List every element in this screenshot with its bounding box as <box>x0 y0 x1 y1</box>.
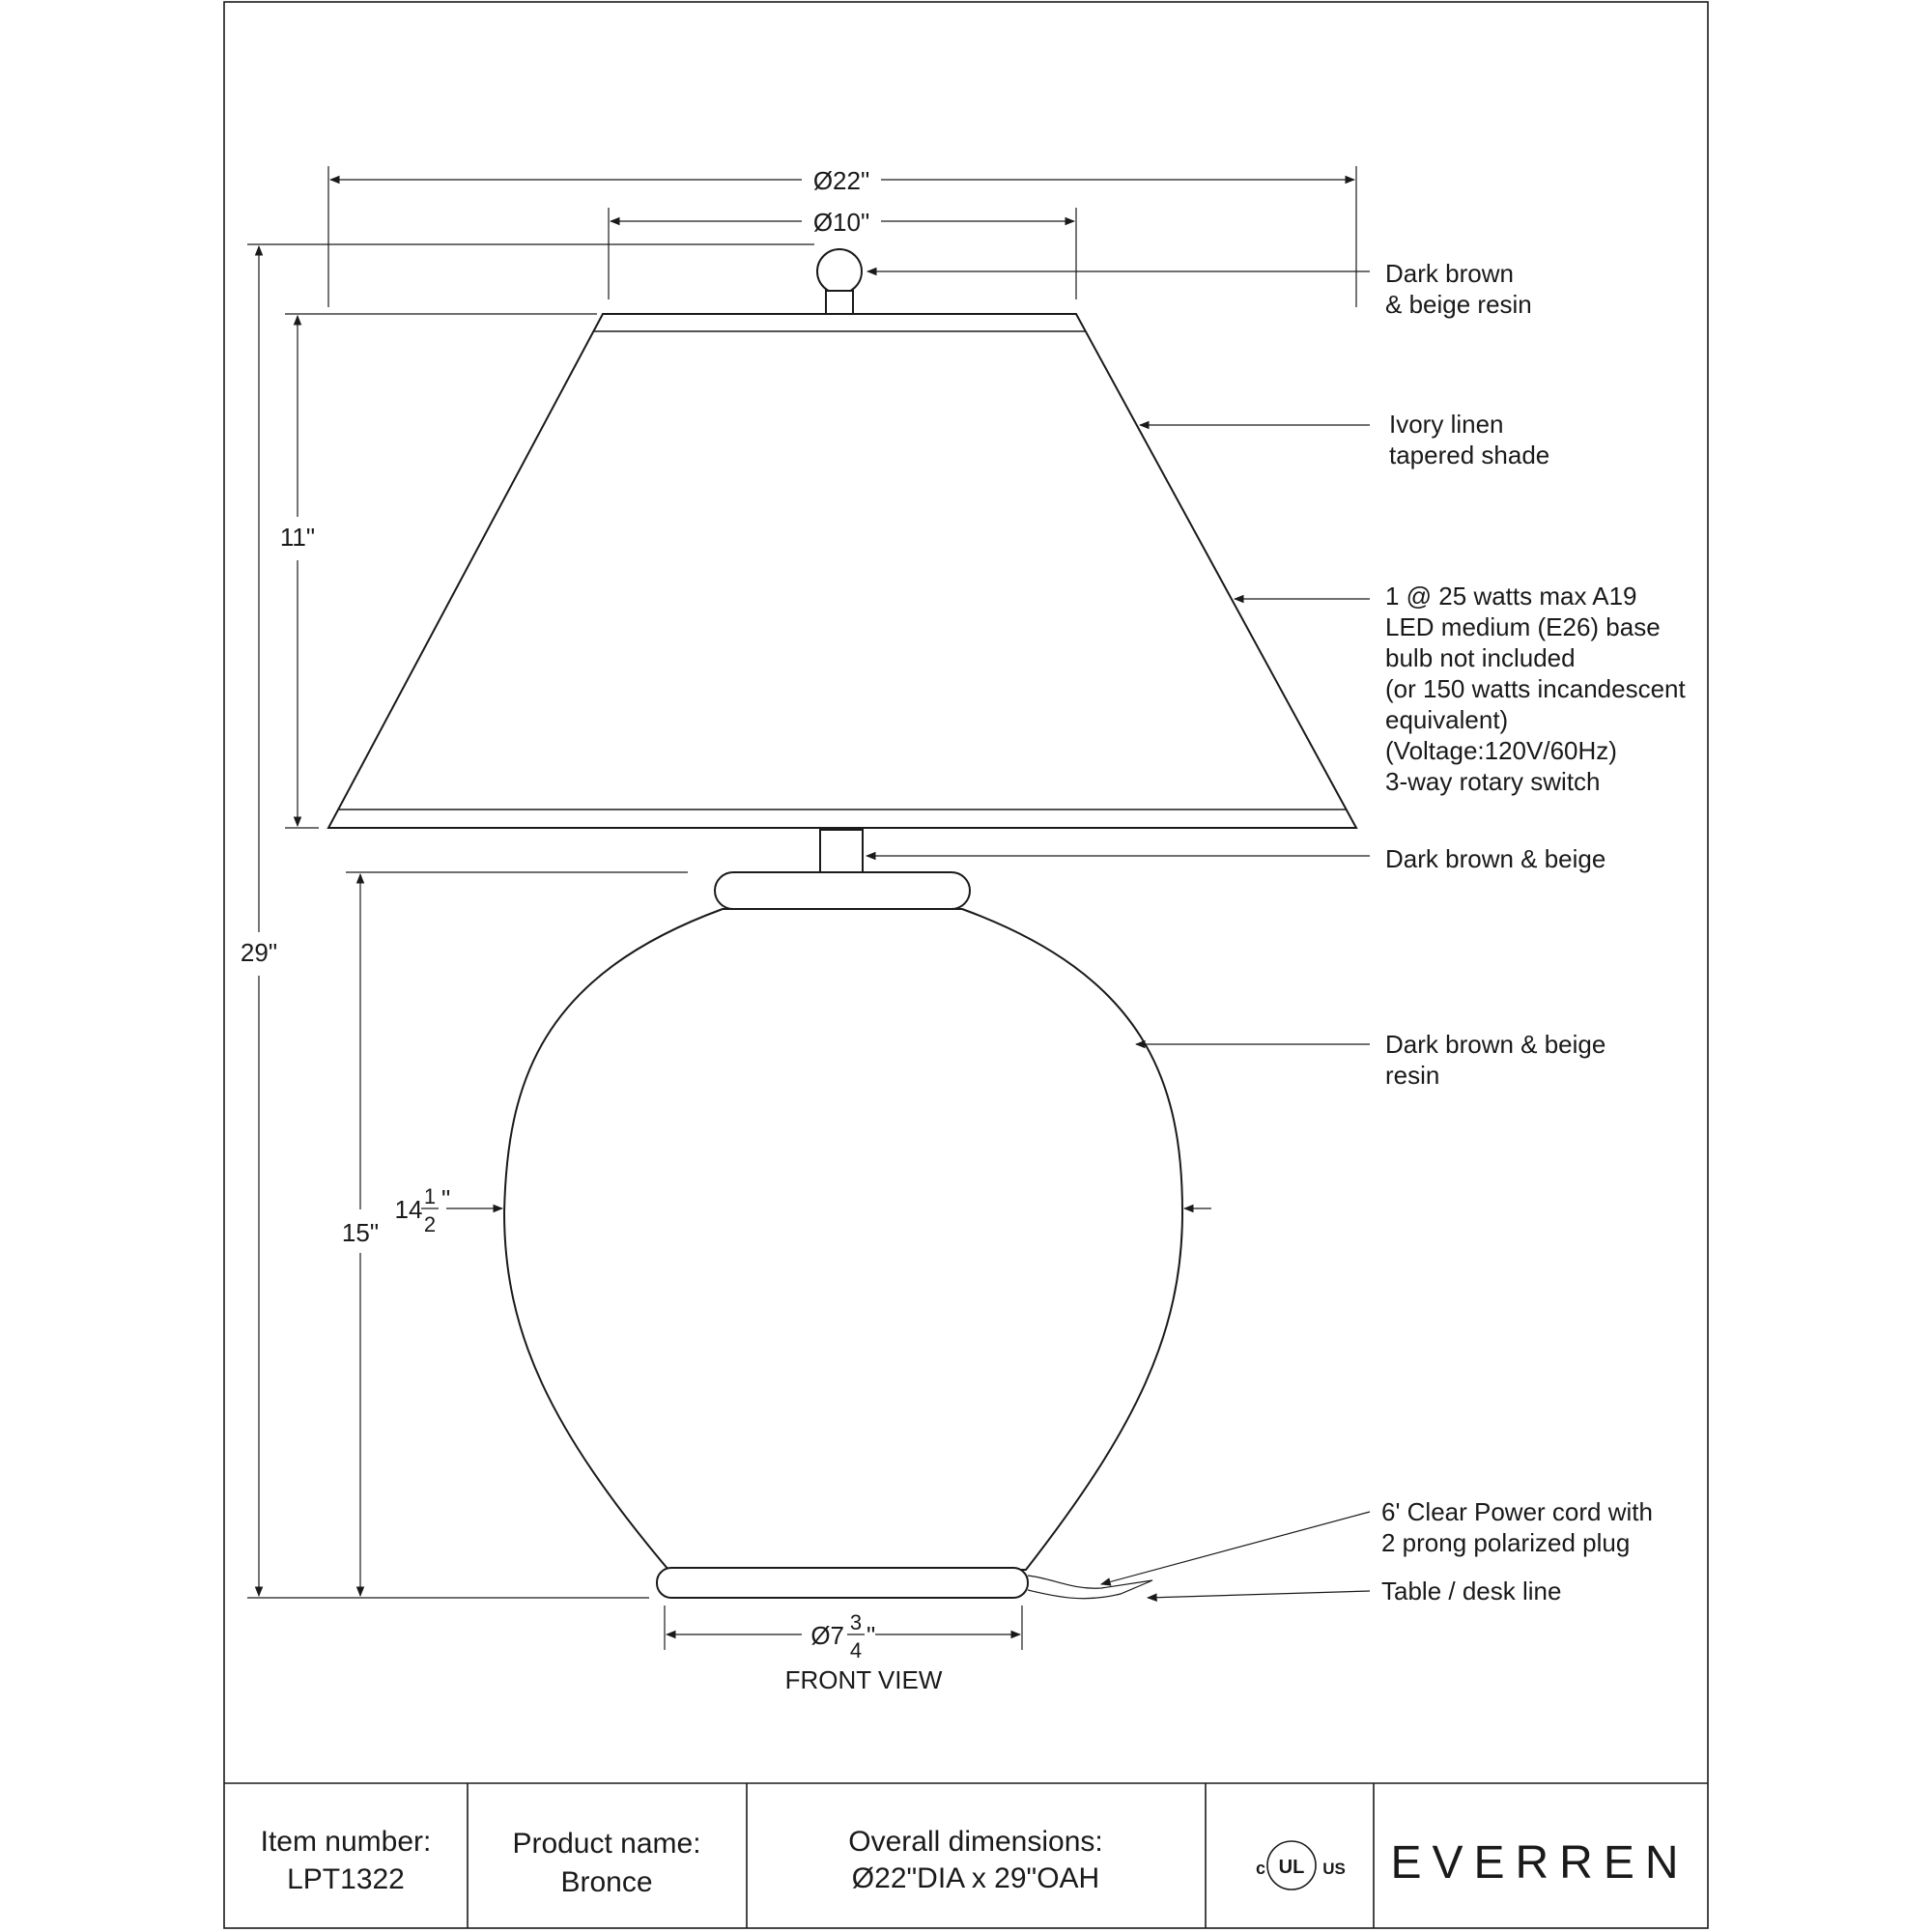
dim-overall-height: 29" <box>240 938 278 967</box>
callout-cord: 6' Clear Power cord with 2 prong polarized plug <box>1381 1497 1653 1557</box>
callout-body: Dark brown & beige resin <box>1385 1030 1606 1090</box>
product-name-label: Product name: <box>512 1828 701 1860</box>
body-top-cap <box>715 872 970 909</box>
dim-base-dia-den: 4 <box>849 1638 863 1662</box>
callout-table: Table / desk line <box>1381 1577 1562 1605</box>
lamp-neck <box>820 830 863 873</box>
dim-base-dia-num: 3 <box>849 1610 863 1634</box>
overall-dimensions-label: Overall dimensions: <box>848 1826 1103 1858</box>
dim-base-dia-inch: " <box>867 1621 876 1650</box>
title-block <box>224 1783 1708 1928</box>
dim-base-height: 15" <box>341 1218 380 1247</box>
lamp-shade <box>328 314 1356 828</box>
item-number-label: Item number: <box>260 1826 432 1858</box>
svg-text:c: c <box>1255 1859 1266 1878</box>
product-name-value: Bronce <box>560 1866 653 1898</box>
dim-shade-bottom-dia: Ø22" <box>812 166 870 195</box>
dim-base-dia-prefix: Ø7 <box>810 1621 844 1650</box>
svg-text:UL: UL <box>1278 1857 1305 1878</box>
callout-neck: Dark brown & beige <box>1385 844 1606 873</box>
callout-finial: Dark brown & beige resin <box>1385 259 1532 319</box>
dim-body-width-inch: " <box>441 1184 451 1213</box>
svg-text:US: US <box>1322 1860 1346 1878</box>
dim-body-width-whole: 14 <box>394 1195 423 1224</box>
view-label: FRONT VIEW <box>784 1665 943 1694</box>
dim-body-width-den: 2 <box>423 1212 437 1236</box>
body-base <box>657 1568 1028 1598</box>
lamp-body <box>504 909 1182 1570</box>
power-cord <box>1028 1576 1152 1599</box>
dim-body-width-num: 1 <box>423 1184 437 1208</box>
ul-certification-mark <box>1256 1841 1346 1889</box>
callout-labels <box>1381 259 1692 1605</box>
callout-shade: Ivory linen tapered shade <box>1389 410 1550 469</box>
item-number-value: LPT1322 <box>287 1863 405 1895</box>
brand-logo: EVERREN <box>1390 1837 1690 1889</box>
dim-shade-top-dia: Ø10" <box>812 208 870 237</box>
lamp-drawing <box>328 249 1356 1599</box>
finial <box>817 249 862 294</box>
finial-collar <box>826 291 853 314</box>
callout-bulb: 1 @ 25 watts max A19 LED medium (E26) base bulb not included (or 150 watts incandescent equivalent) (Voltage:120V/60Hz) 3-way rotary switch <box>1385 582 1686 796</box>
dim-shade-height: 11" <box>279 523 316 552</box>
overall-dimensions-value: Ø22"DIA x 29"OAH <box>851 1862 1100 1894</box>
